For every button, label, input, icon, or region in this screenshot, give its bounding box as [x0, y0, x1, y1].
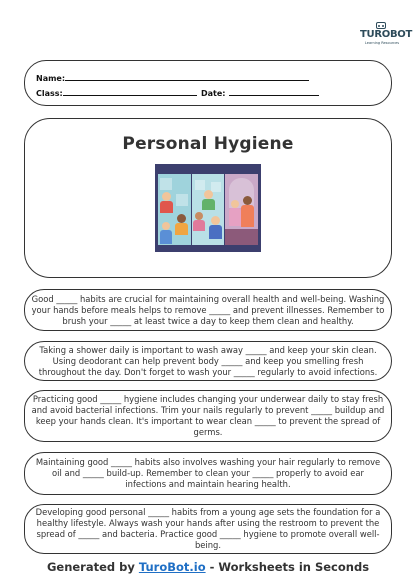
paragraph-4	[24, 452, 392, 495]
class-field[interactable]	[36, 88, 197, 98]
paragraph-3	[24, 390, 392, 442]
class-line[interactable]	[63, 88, 197, 96]
paragraph-1-text: Good _____ habits are crucial for maintaining overall health and well-being. Washing your hands before meals helps to remove _____ and prevent illnesses. Remember to brush your _____ at least twice a day to keep them clean and healthy.	[31, 293, 385, 326]
name-field[interactable]	[36, 73, 309, 83]
paragraph-2-text: Taking a shower daily is important to wash away _____ and keep your skin clean. Using deodorant can help prevent body _____ and keep you smelling fresh throughout the day. Don't forget to wash your _____ regularly to avoid infections.	[38, 344, 378, 377]
illustration-panel-left	[158, 174, 191, 245]
turobot-link[interactable]: TuroBot.io	[138, 560, 206, 574]
paragraph-2	[24, 341, 392, 381]
illustration-panel-right	[225, 174, 258, 245]
worksheet-title: Personal Hygiene	[122, 134, 294, 154]
robot-icon	[376, 22, 386, 29]
paragraph-3-text: Practicing good _____ hygiene includes changing your underwear daily to stay fresh and avoid bacterial infections. Trim your nails regularly to prevent _____ buildup and keep your hands clean. It's important to wear clean _____ to prevent the spread of germs.	[31, 394, 385, 437]
date-field[interactable]	[201, 88, 319, 98]
paragraph-4-text: Maintaining good _____ habits also involves washing your hair regularly to remove oil and _____ build-up. Remember to clean your _____ properly to avoid ear infections and maintain hearing health.	[35, 457, 381, 489]
logo-tagline: Learning Resources	[364, 41, 400, 45]
name-line[interactable]	[65, 73, 309, 81]
illustration-panel-middle	[192, 174, 224, 245]
date-label: Date:	[201, 89, 226, 98]
paragraph-5	[24, 504, 392, 554]
name-label: Name:	[36, 74, 66, 83]
footer	[0, 560, 416, 574]
footer-prefix: Generated by	[46, 560, 139, 574]
hygiene-illustration	[155, 164, 261, 252]
paragraph-1	[24, 289, 392, 331]
title-card	[24, 118, 392, 278]
turobot-logo	[360, 22, 412, 48]
paragraph-5-text: Developing good personal _____ habits from a young age sets the foundation for a healthy lifestyle. Always wash your hands after using the restroom to prevent the spread of _____ and bacteria. Practice good _____ hygiene to promote overall well-being.	[35, 507, 381, 550]
class-label: Class:	[36, 89, 63, 98]
footer-suffix: - Worksheets in Seconds	[205, 560, 370, 574]
logo-text: TUROBOT	[360, 29, 412, 40]
student-info-box	[24, 60, 392, 106]
date-line[interactable]	[229, 88, 319, 96]
